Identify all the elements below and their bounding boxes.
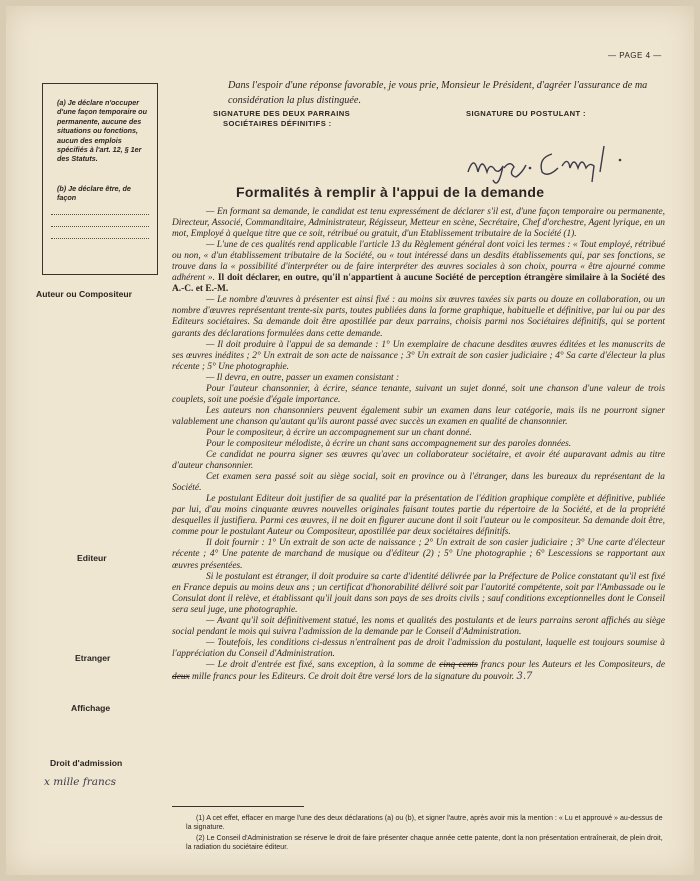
- footnote-rule: [172, 806, 304, 807]
- side-label-etranger: Etranger: [75, 653, 111, 663]
- declaration-box: [42, 83, 158, 275]
- body-text: [172, 207, 665, 683]
- paragraph: Si le postulant est étranger, il doit produire sa carte d'identité délivrée par la Préfecture de Police constatant qu'il est fixé en France depuis au moins deux ans ; un certificat d'honorabilité délivré soit par l'autorité compétente, soit par l'Ambassade ou le Consulat dont il relève, et établissant qu'il jouit dans son pays de ses droits civils ; sauf conditions exceptionnelles dont le Conseil sera seul juge, une photographie.: [172, 571, 665, 615]
- paragraph: — Il doit produire à l'appui de sa demande : 1° Un exemplaire de chacune desdites œuvres éditées et les manuscrits de ses œuvres inédites ; 2° Un extrait de son acte de naissance ; 3° Un extrait de son casier judiciaire ; 4° Sa carte d'électeur la plus récente ; 5° Une photographie.: [172, 339, 665, 372]
- applicant-signature-label: SIGNATURE DU POSTULANT :: [466, 109, 586, 118]
- handwritten-note: 3.7: [516, 670, 533, 682]
- side-label-auteur: Auteur ou Compositeur: [36, 289, 132, 299]
- section-title: Formalités à remplir à l'appui de la demande: [236, 184, 545, 200]
- dotted-line: [51, 226, 149, 227]
- paragraph: — Avant qu'il soit définitivement statué, les noms et qualités des postulants et de leurs parrains seront affichés au siège social pendant le mois qui suivra l'admission de la demande par le Conseil d'Administration.: [172, 615, 665, 637]
- paragraph: — L'une de ces qualités rend applicable l'article 13 du Règlement général dont voici les termes : « Tout employé, rétribué ou non, « d'un établissement tributaire de la Société, ou « tout intéressé dans un desdits établissements qui, par ses fonctions, se trouve dans la « possibilité d'interpréter ou de faire interpréter des œuvres sociales à son choix, pourra « être ajourné comme adhérent ». Il doit déclarer, en outre, qu'il n'appartient à aucune Société de perception étrangère similaire à la Société des A.-C. et E.-M.: [172, 240, 665, 295]
- side-label-affichage: Affichage: [71, 703, 111, 713]
- footnote: (1) A cet effet, effacer en marge l'une des deux déclarations (a) ou (b), et signer l'autre, après avoir mis la mention : « Lu et approuvé » au-dessus de la signature.: [186, 814, 663, 832]
- paragraph: — Le droit d'entrée est fixé, sans exception, à la somme de cinq cents francs pour les Auteurs et les Compositeurs, de deux mille francs pour les Editeurs. Ce droit doit être versé lors de la signature du pouvoir. 3.7: [172, 659, 665, 682]
- paragraph: Les auteurs non chansonniers peuvent également subir un examen dans leur catégorie, mais ils ne pourront signer valablement une chanson qu'autant qu'ils auront passé avec succès un examen en qualité de chansonnier.: [172, 405, 665, 427]
- footnote: (2) Le Conseil d'Administration se réserve le droit de faire présenter chaque année cette patente, dont la non présentation entraînerait, de plein droit, la radiation du sociétaire éditeur.: [186, 833, 663, 852]
- side-label-droit: Droit d'admission: [50, 758, 123, 768]
- paragraph: Ce candidat ne pourra signer ses œuvres qu'avec un collaborateur sociétaire, et avoir été auparavant admis au titre d'auteur chansonnier.: [172, 450, 665, 472]
- dotted-line: [51, 238, 149, 239]
- declaration-a: (a) Je déclare n'occuper d'une façon temporaire ou permanente, aucune des situations ou fonctions, aucun des emplois spécifiés à l'art. 12, § 1er des Statuts.: [57, 98, 147, 164]
- paragraph: — Il devra, en outre, passer un examen consistant :: [206, 372, 400, 383]
- paragraph: Pour le compositeur mélodiste, à écrire un chant sans accompagnement sur des paroles données.: [206, 438, 572, 449]
- paragraph: Pour l'auteur chansonnier, à écrire, séance tenante, suivant un sujet donné, soit une chanson d'une valeur de trois couplets, soit une poésie d'égale importance.: [172, 383, 665, 405]
- paragraph: — Toutefois, les conditions ci-dessus n'entraînent pas de droit l'admission du postulant, laquelle est toujours soumise à l'appréciation du Conseil d'Administration.: [172, 637, 665, 659]
- paragraph: — Le nombre d'œuvres à présenter est ainsi fixé : au moins six œuvres taxées six parts ou douze en collaboration, ou un nombre d'œuvres représentant trente-six parts, toutes publiées dans la forme graphique, habituelle et définitive, par lui ou par des Editeurs sociétaires. Sa demande doit être apostillée par deux parrains, choisis parmi nos Sociétaires définitifs, qui se portent garants des déclarations formulées dans cette demande.: [172, 295, 665, 339]
- paragraph: Cet examen sera passé soit au siège social, soit en province ou à l'étranger, dans les bureaux du représentant de la Société.: [172, 472, 665, 494]
- paragraph: Pour le compositeur, à écrire un accompagnement sur un chant donné.: [206, 427, 472, 438]
- footnotes: [186, 814, 666, 854]
- applicant-signature: [464, 138, 634, 188]
- paragraph: Il doit fournir : 1° Un extrait de son acte de naissance ; 2° Un extrait de son casier judiciaire ; 3° Une carte d'électeur récente ; 4° Une patente de marchand de musique ou d'éditeur (2) ; 5° Une photographie ; 6° Lescessions se rapportant aux œuvres présentées.: [172, 538, 665, 571]
- sponsors-signature-label: SIGNATURE DES DEUX PARRAINS SOCIÉTAIRES DÉFINITIFS :: [213, 109, 351, 128]
- declaration-b: (b) Je déclare être, de façon: [57, 184, 131, 203]
- paragraph: Le postulant Editeur doit justifier de sa qualité par la présentation de l'édition graphique complète et définitive, publiée par lui, d'au moins cinquante œuvres nouvelles originales faisant toutes partie du répertoire de la Société, et de la propriété desquelles il justifiera. Parmi ces œuvres, il ne doit en figurer aucune dont il soit l'auteur ou le compositeur. Sa demande doit être, comme pour le postulant Auteur ou Compositeur, apostillée par deux sociétaires définitifs.: [172, 494, 665, 538]
- paragraph: — En formant sa demande, le candidat est tenu expressément de déclarer s'il est, d'une façon temporaire ou permanente, Directeur, Associé, Commanditaire, Administrateur, Régisseur, Metteur en scène, Secrétaire, Chef d'orchestre, Agent lyrique, en un mot, Employé à quelque titre que ce soit, rétribué ou gratuit, d'un Etablissement tributaire de la Société (1).: [172, 207, 665, 240]
- side-label-editeur: Editeur: [77, 553, 107, 563]
- page-number: — PAGE 4 —: [608, 51, 662, 60]
- closing-formula: Dans l'espoir d'une réponse favorable, je vous prie, Monsieur le Président, d'agréer l'assurance de ma considération la plus distinguée.: [228, 80, 648, 106]
- document-page: [6, 6, 694, 875]
- handwritten-margin-note: x mille francs: [44, 776, 117, 788]
- dotted-line: [51, 214, 149, 215]
